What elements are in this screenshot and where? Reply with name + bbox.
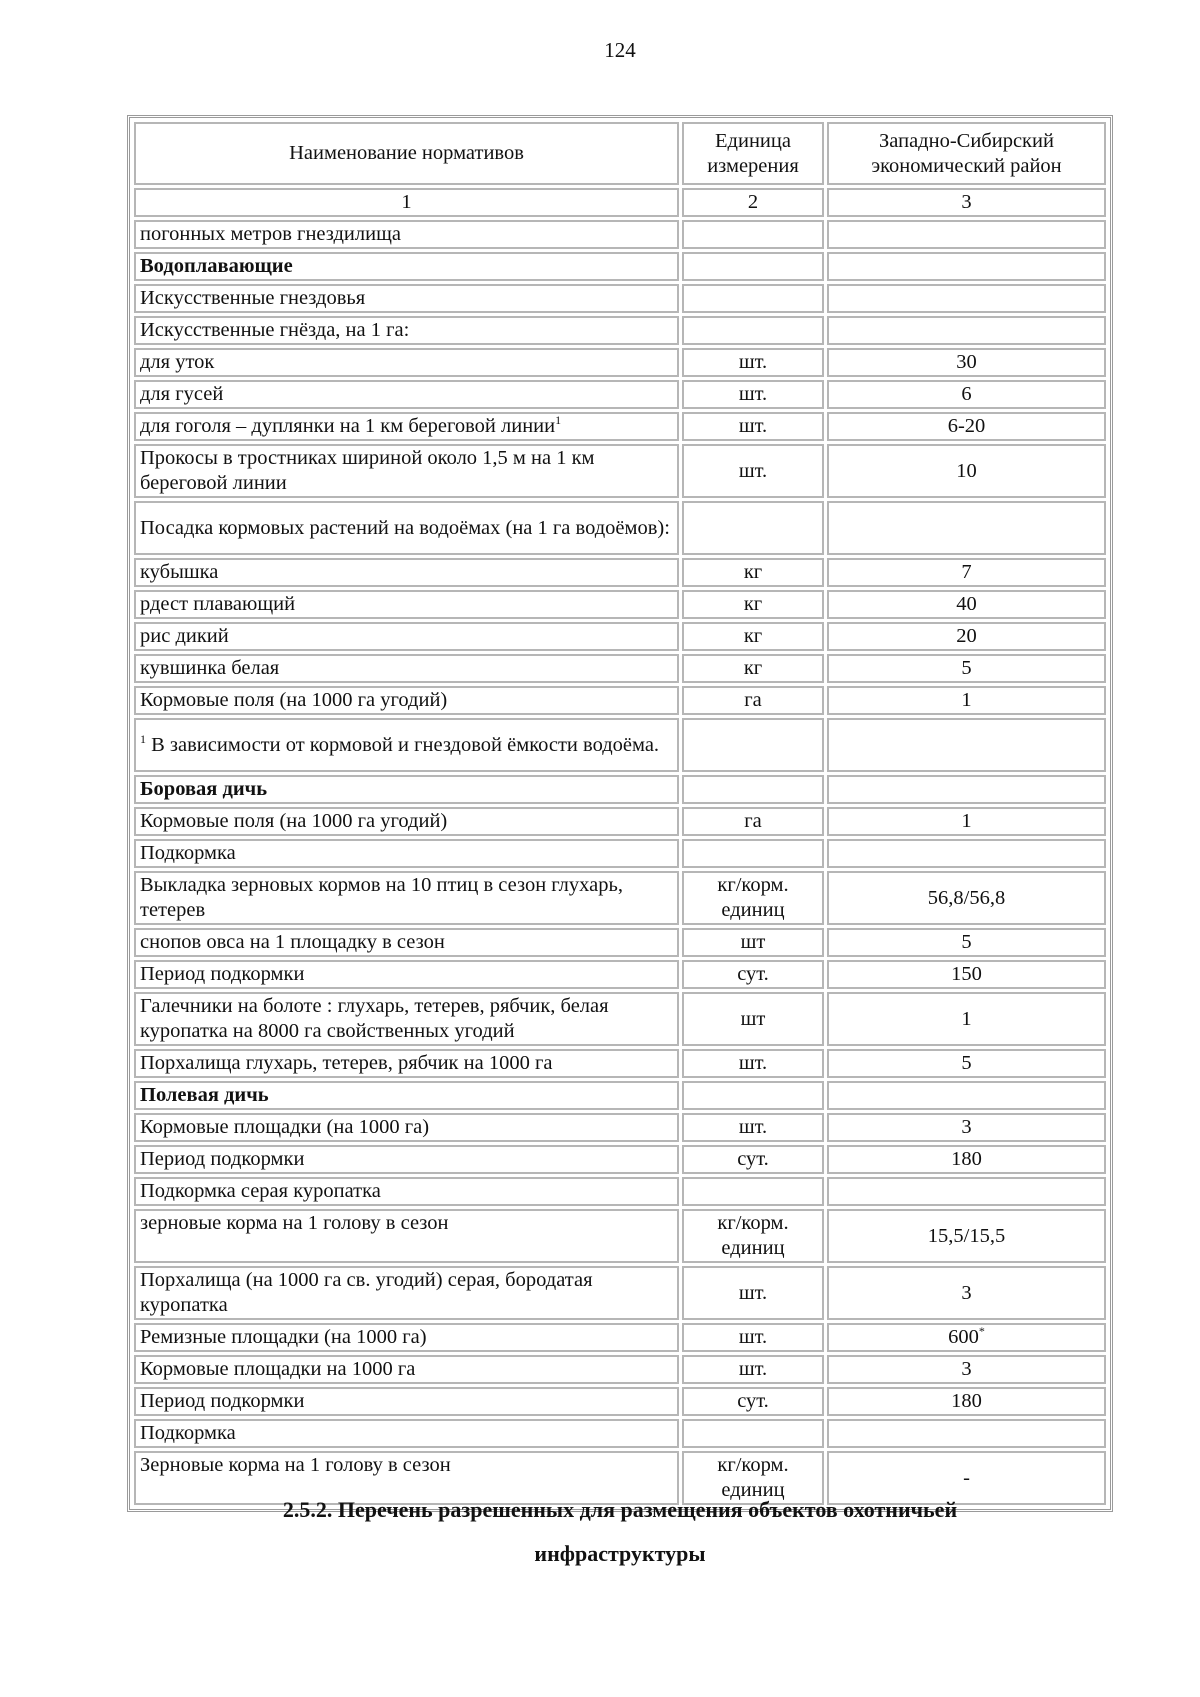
cell-name bbox=[134, 220, 679, 249]
cell-name-text: Период подкормки bbox=[140, 1390, 305, 1412]
table-row bbox=[134, 501, 1106, 555]
cell-name-text: Период подкормки bbox=[140, 963, 305, 985]
table-row bbox=[134, 1387, 1106, 1416]
cell-name-text: Порхалища глухарь, тетерев, рябчик на 1000 га bbox=[140, 1052, 553, 1074]
cell-name-text: Искусственные гнёзда, на 1 га: bbox=[140, 319, 410, 341]
table-row bbox=[134, 718, 1106, 772]
cell-value-text: 15,5/15,5 bbox=[927, 1224, 1006, 1247]
table-row bbox=[134, 220, 1106, 249]
cell-value bbox=[827, 1145, 1106, 1174]
cell-name bbox=[134, 839, 679, 868]
cell-unit: шт. bbox=[682, 1355, 824, 1384]
cell-unit: га bbox=[682, 686, 824, 715]
cell-unit bbox=[682, 284, 824, 313]
table-row bbox=[134, 348, 1106, 377]
cell-name-text: Боровая дичь bbox=[140, 778, 268, 800]
cell-name-text: для гусей bbox=[140, 383, 224, 405]
cell-unit bbox=[682, 1419, 824, 1448]
table-row bbox=[134, 1419, 1106, 1448]
cell-name bbox=[134, 1266, 679, 1320]
table-row bbox=[134, 316, 1106, 345]
cell-unit: шт. bbox=[682, 1113, 824, 1142]
header-name: Наименование нормативов bbox=[134, 122, 679, 185]
cell-value-text: 1 bbox=[961, 1007, 972, 1030]
cell-name bbox=[134, 380, 679, 409]
cell-value bbox=[827, 252, 1106, 281]
table-row bbox=[134, 252, 1106, 281]
table-row bbox=[134, 1049, 1106, 1078]
cell-unit: сут. bbox=[682, 960, 824, 989]
cell-unit: шт. bbox=[682, 1323, 824, 1352]
cell-value-text: 3 bbox=[961, 1116, 972, 1138]
cell-name bbox=[134, 252, 679, 281]
cell-name bbox=[134, 1145, 679, 1174]
cell-value-text: 1 bbox=[961, 689, 972, 711]
cell-value-text: 180 bbox=[951, 1390, 982, 1412]
section-heading-line-2: инфраструктуры bbox=[534, 1541, 706, 1566]
cell-unit: сут. bbox=[682, 1145, 824, 1174]
cell-value-text: 180 bbox=[951, 1148, 982, 1170]
cell-name-text: Кормовые поля (на 1000 га угодий) bbox=[140, 689, 448, 711]
table-row bbox=[134, 928, 1106, 957]
cell-name bbox=[134, 501, 679, 555]
cell-value bbox=[827, 284, 1106, 313]
cell-unit: шт bbox=[682, 928, 824, 957]
cell-unit: сут. bbox=[682, 1387, 824, 1416]
cell-unit bbox=[682, 220, 824, 249]
cell-value bbox=[827, 1419, 1106, 1448]
table-row bbox=[134, 444, 1106, 498]
cell-unit bbox=[682, 501, 824, 555]
cell-name-text: Искусственные гнездовья bbox=[140, 287, 366, 309]
cell-unit: шт bbox=[682, 992, 824, 1046]
cell-unit bbox=[682, 775, 824, 804]
cell-value bbox=[827, 839, 1106, 868]
table-row bbox=[134, 284, 1106, 313]
cell-name-text: Посадка кормовых растений на водоёмах (на 1 га водоёмов): bbox=[140, 516, 670, 539]
cell-unit: шт. bbox=[682, 380, 824, 409]
cell-value bbox=[827, 380, 1106, 409]
cell-name-text: Порхалища (на 1000 га св. угодий) серая, бородатая куропатка bbox=[140, 1269, 593, 1316]
cell-value bbox=[827, 348, 1106, 377]
cell-value-text: 30 bbox=[956, 351, 977, 373]
cell-name-text: Ремизные площадки (на 1000 га) bbox=[140, 1326, 427, 1348]
cell-value-text: 6-20 bbox=[947, 415, 986, 437]
footnote-marker: 1 bbox=[140, 731, 146, 746]
cell-name bbox=[134, 1081, 679, 1110]
cell-value bbox=[827, 1323, 1106, 1352]
cell-value bbox=[827, 775, 1106, 804]
column-number-row bbox=[134, 188, 1106, 217]
cell-unit: кг/корм. единиц bbox=[682, 1451, 824, 1505]
cell-name bbox=[134, 960, 679, 989]
cell-value-text: 20 bbox=[956, 625, 977, 647]
cell-value-text: 3 bbox=[961, 1281, 972, 1304]
cell-value bbox=[827, 316, 1106, 345]
cell-name-text: кубышка bbox=[140, 561, 219, 583]
cell-value-text: 150 bbox=[951, 963, 982, 985]
cell-value-text: 3 bbox=[961, 1358, 972, 1380]
cell-name-text: Подкормка bbox=[140, 842, 236, 864]
table-row bbox=[134, 686, 1106, 715]
table-row bbox=[134, 839, 1106, 868]
header-region: Западно-Сибирский экономический район bbox=[827, 122, 1106, 185]
cell-value-text: 5 bbox=[961, 1052, 972, 1074]
cell-name-text: Полевая дичь bbox=[140, 1084, 269, 1106]
cell-name bbox=[134, 686, 679, 715]
cell-unit: кг bbox=[682, 654, 824, 683]
cell-value bbox=[827, 501, 1106, 555]
table-row bbox=[134, 775, 1106, 804]
cell-unit: кг/корм. единиц bbox=[682, 871, 824, 925]
header-unit: Единица измерения bbox=[682, 122, 824, 185]
cell-name bbox=[134, 412, 679, 441]
cell-name-text: рдест плавающий bbox=[140, 593, 296, 615]
column-number-3: 3 bbox=[827, 188, 1106, 217]
cell-value-text: 600 bbox=[948, 1326, 979, 1348]
cell-name bbox=[134, 558, 679, 587]
cell-value-text: 56,8/56,8 bbox=[927, 886, 1006, 909]
cell-name-text: кувшинка белая bbox=[140, 657, 280, 679]
cell-value bbox=[827, 444, 1106, 498]
cell-name-text: для уток bbox=[140, 351, 215, 373]
cell-name bbox=[134, 1209, 679, 1263]
cell-name-text: Зерновые корма на 1 голову в сезон bbox=[140, 1454, 451, 1476]
cell-name bbox=[134, 316, 679, 345]
cell-value bbox=[827, 590, 1106, 619]
cell-name bbox=[134, 1113, 679, 1142]
cell-value bbox=[827, 622, 1106, 651]
cell-name-text: зерновые корма на 1 голову в сезон bbox=[140, 1212, 449, 1234]
cell-value bbox=[827, 992, 1106, 1046]
cell-value-text: 6 bbox=[961, 383, 972, 405]
cell-name bbox=[134, 622, 679, 651]
cell-name bbox=[134, 1049, 679, 1078]
table-row bbox=[134, 1145, 1106, 1174]
section-heading bbox=[120, 1488, 1120, 1576]
cell-name bbox=[134, 718, 679, 772]
cell-unit: шт. bbox=[682, 348, 824, 377]
cell-value-text: - bbox=[963, 1466, 970, 1489]
cell-value bbox=[827, 1177, 1106, 1206]
table-row bbox=[134, 992, 1106, 1046]
cell-name bbox=[134, 992, 679, 1046]
table-row bbox=[134, 960, 1106, 989]
cell-value bbox=[827, 871, 1106, 925]
cell-name bbox=[134, 654, 679, 683]
table-row bbox=[134, 1081, 1106, 1110]
cell-unit bbox=[682, 839, 824, 868]
cell-name-text: погонных метров гнездилища bbox=[140, 223, 401, 245]
cell-name bbox=[134, 1323, 679, 1352]
table-row bbox=[134, 1209, 1106, 1263]
cell-unit bbox=[682, 252, 824, 281]
cell-value-text: 5 bbox=[961, 657, 972, 679]
cell-value bbox=[827, 558, 1106, 587]
cell-unit: шт. bbox=[682, 1049, 824, 1078]
table-row bbox=[134, 412, 1106, 441]
cell-name bbox=[134, 1387, 679, 1416]
column-number-2: 2 bbox=[682, 188, 824, 217]
section-heading-line-1: 2.5.2. Перечень разрешенных для размещения объектов охотничьей bbox=[282, 1497, 958, 1522]
cell-name-text: Подкормка серая куропатка bbox=[140, 1180, 381, 1202]
table-row bbox=[134, 654, 1106, 683]
cell-unit bbox=[682, 1081, 824, 1110]
cell-value bbox=[827, 1355, 1106, 1384]
table-row bbox=[134, 871, 1106, 925]
table-header-row bbox=[134, 122, 1106, 185]
cell-unit: кг bbox=[682, 590, 824, 619]
cell-name bbox=[134, 807, 679, 836]
table-row bbox=[134, 1177, 1106, 1206]
cell-name bbox=[134, 775, 679, 804]
cell-name-text: Кормовые поля (на 1000 га угодий) bbox=[140, 810, 448, 832]
cell-unit bbox=[682, 316, 824, 345]
cell-value bbox=[827, 960, 1106, 989]
cell-value bbox=[827, 220, 1106, 249]
cell-unit bbox=[682, 1177, 824, 1206]
footnote-marker: * bbox=[978, 1324, 985, 1339]
cell-value bbox=[827, 1266, 1106, 1320]
column-number-1: 1 bbox=[134, 188, 679, 217]
cell-value bbox=[827, 1113, 1106, 1142]
cell-name-text: Водоплавающие bbox=[140, 255, 293, 277]
cell-unit: кг/корм. единиц bbox=[682, 1209, 824, 1263]
cell-unit: шт. bbox=[682, 1266, 824, 1320]
cell-name bbox=[134, 871, 679, 925]
table-row bbox=[134, 622, 1106, 651]
cell-value bbox=[827, 412, 1106, 441]
cell-unit: шт. bbox=[682, 444, 824, 498]
norms-table-frame bbox=[127, 115, 1113, 1512]
table-row bbox=[134, 590, 1106, 619]
cell-name-text: Галечники на болоте : глухарь, тетерев, рябчик, белая куропатка на 8000 га свойственных угодий bbox=[140, 995, 609, 1042]
norms-table bbox=[131, 119, 1109, 1508]
cell-value bbox=[827, 1049, 1106, 1078]
cell-name-text: Подкормка bbox=[140, 1422, 236, 1444]
table-row bbox=[134, 807, 1106, 836]
cell-name-text: снопов овса на 1 площадку в сезон bbox=[140, 931, 445, 953]
footnote-marker: 1 bbox=[555, 413, 562, 428]
cell-value bbox=[827, 807, 1106, 836]
cell-unit: шт. bbox=[682, 412, 824, 441]
cell-name-text: Выкладка зерновых кормов на 10 птиц в сезон глухарь, тетерев bbox=[140, 874, 623, 921]
cell-name bbox=[134, 348, 679, 377]
table-row bbox=[134, 558, 1106, 587]
cell-value bbox=[827, 1387, 1106, 1416]
table-row bbox=[134, 1113, 1106, 1142]
cell-name bbox=[134, 1177, 679, 1206]
table-row bbox=[134, 380, 1106, 409]
cell-value bbox=[827, 928, 1106, 957]
cell-value bbox=[827, 686, 1106, 715]
table-row bbox=[134, 1355, 1106, 1384]
cell-unit bbox=[682, 718, 824, 772]
table-row bbox=[134, 1266, 1106, 1320]
cell-value-text: 5 bbox=[961, 931, 972, 953]
cell-value bbox=[827, 1081, 1106, 1110]
cell-value-text: 1 bbox=[961, 810, 972, 832]
cell-name bbox=[134, 928, 679, 957]
cell-value bbox=[827, 1209, 1106, 1263]
cell-name bbox=[134, 1355, 679, 1384]
cell-name-text: Прокосы в тростниках шириной около 1,5 м на 1 км береговой линии bbox=[140, 447, 595, 494]
cell-name-text: Кормовые площадки на 1000 га bbox=[140, 1358, 416, 1380]
cell-value bbox=[827, 718, 1106, 772]
cell-name bbox=[134, 1419, 679, 1448]
cell-unit: кг bbox=[682, 558, 824, 587]
cell-unit: га bbox=[682, 807, 824, 836]
table-row bbox=[134, 1323, 1106, 1352]
cell-name bbox=[134, 284, 679, 313]
cell-value-text: 10 bbox=[956, 459, 977, 482]
cell-name bbox=[134, 444, 679, 498]
cell-unit: кг bbox=[682, 622, 824, 651]
cell-value bbox=[827, 654, 1106, 683]
cell-name-text: Период подкормки bbox=[140, 1148, 305, 1170]
cell-name-text: В зависимости от кормовой и гнездовой ёмкости водоёма. bbox=[151, 733, 660, 756]
cell-name-text: для гоголя – дуплянки на 1 км береговой линии bbox=[140, 415, 556, 437]
page-number: 124 bbox=[604, 38, 636, 62]
cell-value-text: 40 bbox=[956, 593, 977, 615]
cell-value-text: 7 bbox=[961, 561, 972, 583]
cell-name bbox=[134, 590, 679, 619]
cell-name-text: Кормовые площадки (на 1000 га) bbox=[140, 1116, 430, 1138]
cell-name-text: рис дикий bbox=[140, 625, 229, 647]
